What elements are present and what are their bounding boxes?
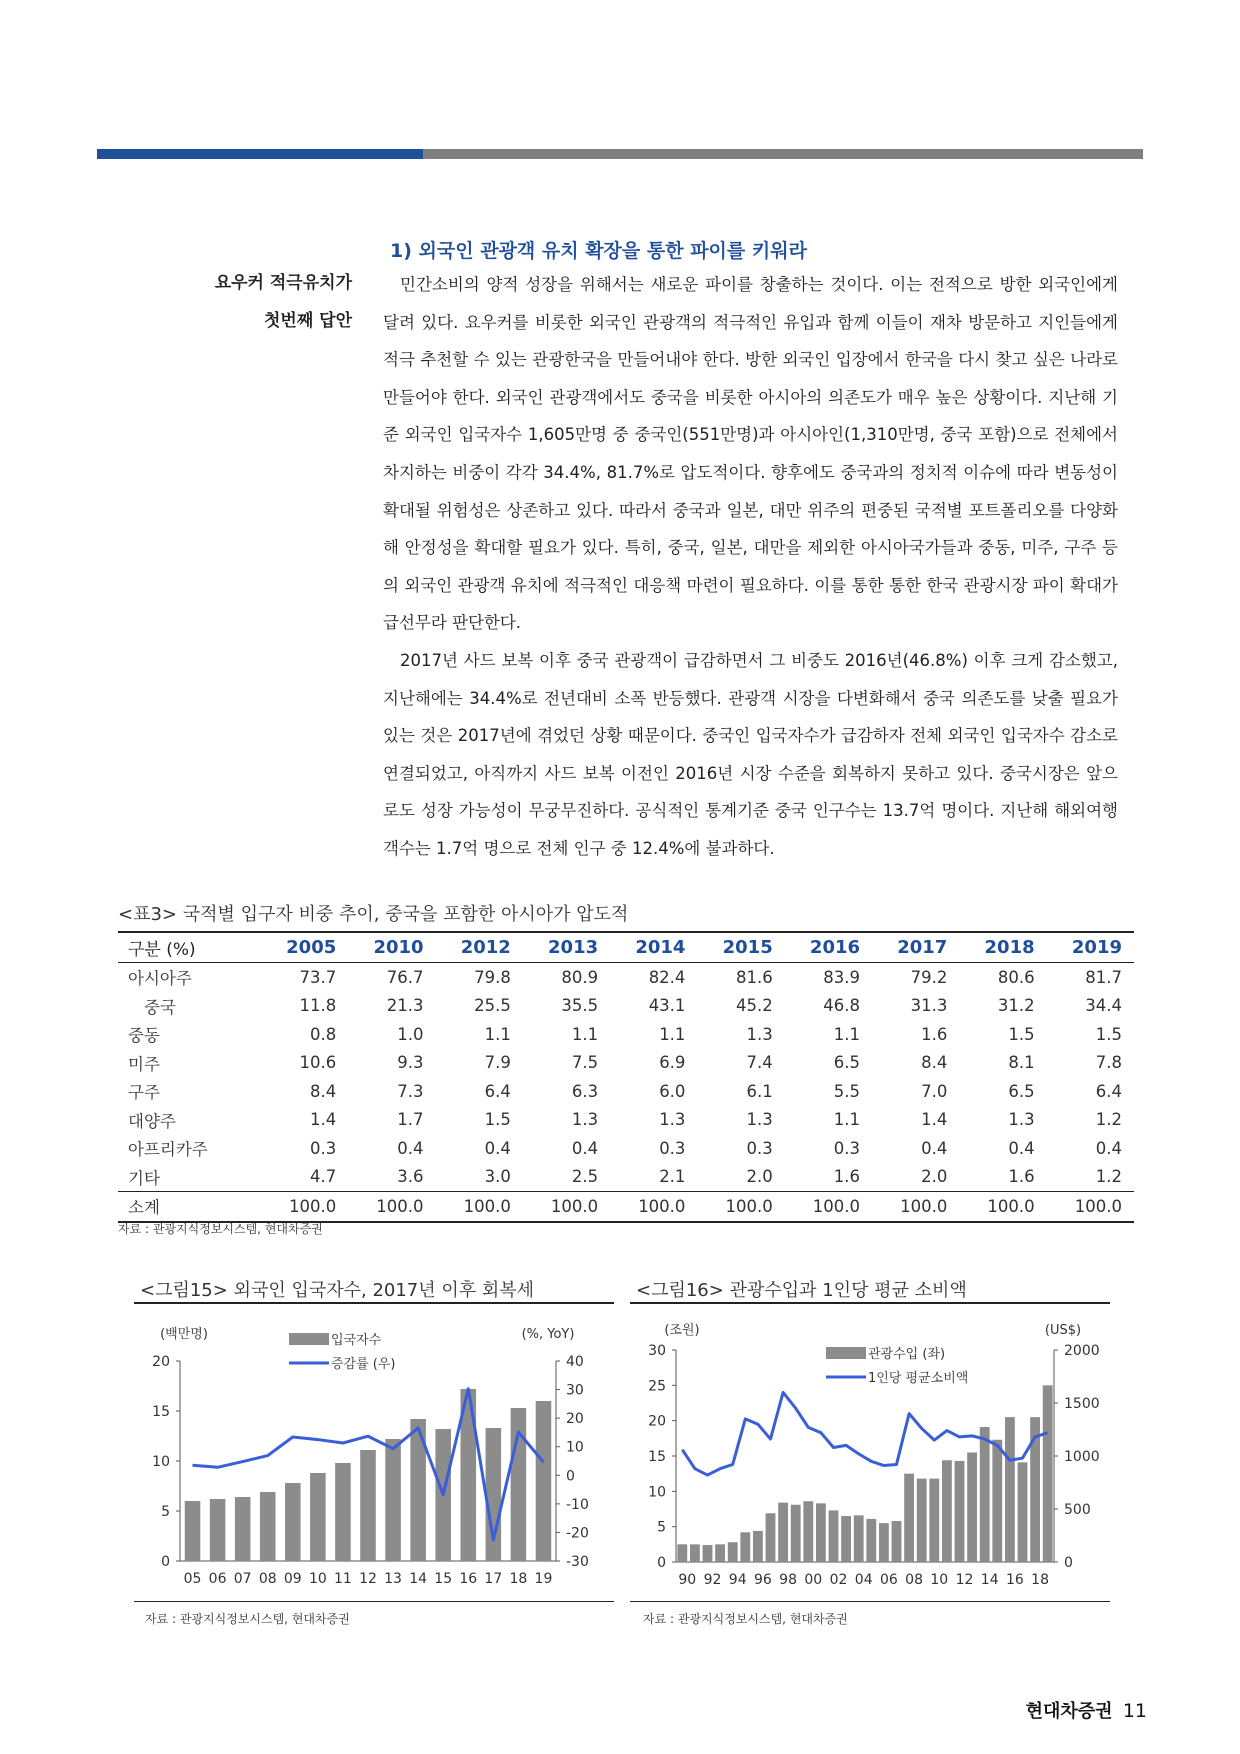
x-tick-label: 06 [208,1571,227,1587]
table-header-year: 2013 [523,932,610,963]
footer [1026,1697,1147,1723]
body-text [383,266,1118,868]
table-cell: 0.4 [921,1138,948,1158]
table-cell: 34.4 [1085,996,1122,1016]
table-cell: 5.5 [833,1081,861,1101]
table-cell: 31.2 [997,996,1035,1016]
bar [728,1542,738,1562]
table-row-label: 미주 [128,1054,160,1074]
table-row [118,1106,1134,1135]
bar [285,1483,301,1561]
table-cell: 1.3 [571,1110,599,1130]
bar [892,1521,902,1562]
table-cell: 1.6 [1008,1167,1035,1187]
bar [992,1440,1002,1562]
table-cell: 0.8 [310,1024,337,1044]
table-cell: 21.3 [386,996,424,1016]
table-row-label: 중국 [144,997,176,1017]
nationality-share-table [118,931,1134,1223]
table-header-year: 2005 [261,932,348,963]
bar [766,1513,776,1562]
right-tick-label: 0 [566,1468,575,1485]
table-cell: 79.8 [474,967,511,987]
table-cell: 8.4 [310,1081,337,1101]
table-cell: 81.6 [735,967,773,987]
fig15-title: <그림15> 외국인 입국자수, 2017년 이후 회복세 [140,1280,535,1301]
table-cell: 83.9 [823,967,861,987]
left-tick-label: 5 [657,1519,666,1536]
table-cell: 4.7 [310,1167,337,1187]
table-cell: 79.2 [910,967,948,987]
bar [703,1545,713,1562]
header-accent-bar [97,149,423,159]
table-row [118,992,1134,1021]
table-cell: 1.6 [833,1167,861,1187]
table-cell: 81.7 [1085,967,1122,987]
table-header-year: 2017 [872,932,959,963]
bar [1005,1417,1015,1562]
bar [210,1499,226,1561]
table-cell: 7.8 [1095,1053,1122,1073]
left-tick-label: 5 [161,1504,170,1520]
section-title: 1) 외국인 관광객 유치 확장을 통한 파이를 키워라 [390,240,807,262]
table-row [118,1077,1134,1106]
x-tick-label: 09 [283,1571,302,1587]
table-cell: 1.7 [397,1110,424,1130]
fig16-chart [630,1312,1110,1600]
x-tick-label: 05 [183,1571,202,1587]
table-cell: 100.0 [523,1192,610,1222]
side-label-2: 첫번째 답안 [263,311,352,331]
x-tick-label: 16 [1005,1572,1024,1588]
table-cell: 6.0 [659,1081,686,1101]
table-title: <표3> 국적별 입구자 비중 추이, 중국을 포함한 아시아가 압도적 [118,904,629,925]
table-cell: 1.1 [484,1024,511,1044]
fig15-chart [134,1312,614,1600]
page-number: 11 [1122,1700,1147,1722]
table-cell: 31.3 [910,996,948,1016]
table-header-year: 2018 [959,932,1046,963]
bar [360,1450,376,1561]
bar [803,1501,813,1562]
table-cell: 100.0 [261,1192,348,1222]
left-tick-label: 10 [648,1484,666,1501]
right-tick-label: 10 [566,1439,584,1456]
bar [980,1427,990,1562]
table-cell: 2.0 [921,1167,948,1187]
table-cell: 73.7 [299,967,337,987]
table-cell: 0.4 [397,1138,424,1158]
table-cell: 1.0 [397,1024,424,1044]
legend-bar-label: 관광수입 (좌) [868,1347,946,1362]
left-tick-label: 15 [152,1404,170,1420]
table-cell: 8.4 [921,1053,948,1073]
table-body [118,963,1134,1222]
right-unit: (%, YoY) [521,1327,575,1342]
bar [955,1461,965,1562]
table-cell: 1.2 [1095,1167,1122,1187]
table-header-year: 2014 [610,932,697,963]
left-tick-label: 10 [152,1454,170,1470]
left-tick-label: 25 [648,1378,666,1395]
legend-bar-swatch [826,1347,866,1359]
fig16-source: 자료 : 관광지식정보시스템, 현대차증권 [643,1612,848,1626]
bar [778,1503,788,1562]
bar [841,1516,851,1562]
table-header-row [118,932,1134,963]
fig15-source: 자료 : 관광지식정보시스템, 현대차증권 [145,1612,350,1626]
right-tick-label: 20 [566,1411,584,1428]
x-tick-label: 08 [905,1572,924,1588]
table-cell: 1.4 [310,1110,337,1130]
x-tick-label: 17 [484,1571,503,1587]
footer-brand: 현대차증권 [1025,1701,1113,1722]
x-tick-label: 19 [534,1571,553,1587]
table-row-label: 구주 [128,1083,160,1103]
x-tick-label: 12 [955,1572,974,1588]
bar [929,1479,939,1562]
x-tick-label: 18 [1031,1572,1050,1588]
table-cell: 10.6 [299,1053,337,1073]
table-cell: 100.0 [785,1192,872,1222]
bar [185,1501,201,1561]
header-rule-bar [423,149,1143,159]
table-cell: 1.4 [921,1110,948,1130]
table-cell: 7.9 [484,1053,511,1073]
bar [1043,1385,1053,1562]
table-cell: 0.4 [1008,1138,1035,1158]
table-cell: 0.3 [310,1138,337,1158]
x-tick-label: 02 [829,1572,848,1588]
table-cell: 1.3 [746,1024,773,1044]
bar [310,1473,326,1561]
table-cell: 1.5 [1008,1024,1035,1044]
table-cell: 1.3 [1008,1110,1035,1130]
bar [235,1497,251,1561]
table-cell: 0.4 [571,1138,599,1158]
table-cell: 76.7 [386,967,424,987]
table-cell: 1.3 [659,1110,686,1130]
table-cell: 0.3 [833,1138,861,1158]
table-cell: 3.6 [397,1167,424,1187]
table-cell: 1.1 [833,1024,861,1044]
x-tick-label: 14 [409,1571,428,1587]
bar [816,1503,826,1562]
bar [879,1523,889,1562]
table-cell: 11.8 [299,996,337,1016]
table-cell: 1.1 [833,1110,861,1130]
bar [335,1463,351,1561]
left-tick-label: 0 [657,1555,666,1571]
table-cell: 1.1 [659,1024,686,1044]
table-row [118,1192,1134,1222]
table-cell: 25.5 [474,996,511,1016]
fig16-title: <그림16> 관광수입과 1인당 평균 소비액 [636,1280,967,1301]
table-cell: 46.8 [823,996,861,1016]
bar [904,1474,914,1562]
fig16-bottom-rule [630,1601,1110,1602]
table-cell: 9.3 [397,1053,424,1073]
table-cell: 6.4 [484,1081,511,1101]
bar [260,1492,276,1561]
right-tick-label: 30 [566,1382,584,1399]
bar [791,1505,801,1562]
x-tick-label: 13 [384,1571,402,1587]
bar [677,1544,687,1562]
x-tick-label: 92 [703,1572,722,1588]
right-tick-label: -30 [566,1554,589,1570]
table-cell: 80.6 [997,967,1035,987]
table-row [118,1134,1134,1163]
bar [690,1544,700,1562]
bar [829,1510,839,1562]
legend-bar-swatch [289,1333,329,1345]
table-cell: 1.5 [484,1110,511,1130]
table-cell: 6.4 [1095,1081,1122,1101]
table-cell: 100.0 [348,1192,435,1222]
bar [866,1519,876,1562]
bar [753,1531,763,1562]
table-header-year: 2010 [348,932,435,963]
table-cell: 1.2 [1095,1110,1122,1130]
fig16-top-rule [630,1302,1110,1304]
table-cell: 100.0 [872,1192,959,1222]
right-tick-label: 2000 [1064,1343,1100,1359]
table-cell: 7.3 [397,1081,424,1101]
fig15-bottom-rule [134,1601,614,1602]
table-cell: 82.4 [648,967,686,987]
table-cell: 100.0 [959,1192,1046,1222]
table-cell: 100.0 [1047,1192,1134,1222]
x-tick-label: 94 [728,1572,747,1588]
table-row [118,1049,1134,1078]
table-cell: 100.0 [436,1192,523,1222]
bar [536,1401,552,1561]
side-label-1: 요우커 적극유치가 [214,273,352,293]
table-cell: 80.9 [561,967,599,987]
table-cell: 1.5 [1095,1024,1122,1044]
table-source: 자료 : 관광지식정보시스템, 현대차증권 [118,1222,323,1236]
table-cell: 7.0 [921,1081,948,1101]
table-row-label: 아프리카주 [128,1140,208,1160]
x-tick-label: 18 [509,1571,528,1587]
table-cell: 2.5 [571,1167,599,1187]
table-header-year: 2015 [697,932,784,963]
paragraph-1: 민간소비의 양적 성장을 위해서는 새로운 파이를 창출하는 것이다. 이는 전적으로 방한 외국인에게 달려 있다. 요우커를 비롯한 외국인 관광객의 적극적인 유입과 함께 이들이 재차 방문하고 지인들에게 적극 추천할 수 있는 관광한국을 만들어내야 한다. 방한 외국인 입장에서 한국을 다시 찾고 싶은 나라로 만들어야 한다. 외국인 관광객에서도 중국을 비롯한 아시아의 의존도가 매우 높은 상황이다. 지난해 기준 외국인 입국자수 1,605만명 중 중국인(551만명)과 아시아인(1,310만명, 중국 포함)으로 전체에서 차지하는 비중이 각각 34.4%, 81.7%로 압도적이다. 향후에도 중국과의 정치적 이슈에 따라 변동성이 확대될 위험성은 상존하고 있다. 따라서 중국과 일본, 대만 위주의 편중된 국적별 포트폴리오를 다양화해 안정성을 확대할 필요가 있다. 특히, 중국, 일본, 대만을 제외한 아시아국가들과 중동, 미주, 구주 등의 외국인 관광객 유치에 적극적인 대응책 마련이 필요하다. 이를 통한 통한 한국 관광시장 파이 확대가 급선무라 판단한다. [383,275,1119,633]
table-row [118,1163,1134,1192]
right-tick-label: -10 [566,1496,589,1513]
bar [740,1532,750,1562]
table-row [118,1020,1134,1049]
x-tick-label: 12 [359,1571,377,1587]
bar [1018,1462,1028,1562]
table-cell: 2.1 [659,1167,686,1187]
fig15-top-rule [134,1302,614,1304]
left-unit: (조원) [664,1323,700,1338]
table-header-year: 2019 [1047,932,1134,963]
x-tick-label: 04 [854,1572,873,1588]
table-row-label: 기타 [128,1168,160,1188]
x-tick-label: 11 [334,1571,352,1587]
x-tick-label: 90 [678,1572,697,1588]
bar [917,1479,927,1562]
left-tick-label: 20 [152,1354,170,1370]
table-cell: 6.5 [833,1053,861,1073]
table-cell: 0.3 [746,1138,773,1158]
table-cell: 1.3 [746,1110,773,1130]
table-cell: 0.4 [484,1138,511,1158]
table-header-year: 2016 [785,932,872,963]
paragraph-2: 2017년 사드 보복 이후 중국 관광객이 급감하면서 그 비중도 2016년(46.8%) 이후 크게 감소했고, 지난해에는 34.4%로 전년대비 소폭 반등했다. 관광객 시장을 다변화해서 중국 의존도를 낮출 필요가 있는 것은 2017년에 겪었던 상황 때문이다. 중국인 입국자수가 급감하자 전체 외국인 입국자수 감소로 연결되었고, 아직까지 사드 보복 이전인 2016년 시장 수준을 회복하지 못하고 있다. 중국시장은 앞으로도 성장 가능성이 무궁무진하다. 공식적인 통계기준 중국 인구수는 13.7억 명이다. 지난해 해외여행객수는 1.7억 명으로 전체 인구 중 12.4%에 불과하다. [383,650,1118,858]
x-tick-label: 15 [434,1571,453,1587]
table-cell: 6.3 [571,1081,599,1101]
bar [715,1544,725,1562]
table-cell: 2.0 [746,1167,773,1187]
x-tick-label: 10 [930,1572,949,1588]
table-cell: 1.6 [921,1024,948,1044]
table-cell: 7.4 [746,1053,773,1073]
x-tick-label: 00 [804,1572,823,1588]
table-cell: 1.1 [571,1024,599,1044]
legend-line-label: 증감률 (우) [331,1357,396,1372]
bar [942,1460,952,1562]
table-cell: 0.3 [659,1138,686,1158]
right-tick-label: 0 [1064,1555,1073,1571]
bar [854,1515,864,1562]
left-tick-label: 0 [161,1554,170,1570]
table-cell: 6.9 [659,1053,686,1073]
x-tick-label: 06 [879,1572,898,1588]
x-tick-label: 96 [753,1572,772,1588]
table-cell: 100.0 [697,1192,784,1222]
table-row-label: 대양주 [128,1111,176,1131]
table-row-label: 중동 [128,1026,160,1046]
table-cell: 35.5 [561,996,599,1016]
table-cell: 100.0 [610,1192,697,1222]
x-tick-label: 10 [308,1571,327,1587]
table-header-year: 2012 [436,932,523,963]
table-row-label: 아시아주 [128,969,192,989]
legend-bar-label: 입국자수 [331,1333,382,1348]
table-row-label: 소계 [118,1192,261,1222]
right-tick-label: 1000 [1064,1449,1100,1465]
bar [967,1452,977,1562]
table-cell: 3.0 [484,1167,511,1187]
x-tick-label: 08 [258,1571,277,1587]
right-tick-label: -20 [566,1525,589,1542]
table-cell: 43.1 [648,996,686,1016]
left-tick-label: 20 [648,1413,666,1430]
table-row [118,963,1134,992]
right-tick-label: 40 [566,1354,584,1370]
left-unit: (백만명) [160,1327,208,1342]
left-tick-label: 15 [648,1449,666,1465]
x-tick-label: 98 [779,1572,798,1588]
right-unit: (US$) [1044,1323,1082,1338]
x-tick-label: 16 [459,1571,478,1587]
x-tick-label: 14 [980,1572,999,1588]
left-tick-label: 30 [648,1343,666,1359]
table-cell: 6.1 [746,1081,773,1101]
table-cell: 7.5 [571,1053,599,1073]
table-cell: 0.4 [1095,1138,1122,1158]
x-tick-label: 07 [233,1571,252,1587]
right-tick-label: 1500 [1064,1396,1100,1412]
table-cell: 8.1 [1008,1053,1035,1073]
table-cell: 45.2 [735,996,773,1016]
table-cell: 6.5 [1008,1081,1035,1101]
right-tick-label: 500 [1064,1502,1091,1518]
table-header-label: 구분 (%) [118,932,261,963]
legend-line-label: 1인당 평균소비액 [868,1371,969,1386]
bar [385,1439,401,1561]
